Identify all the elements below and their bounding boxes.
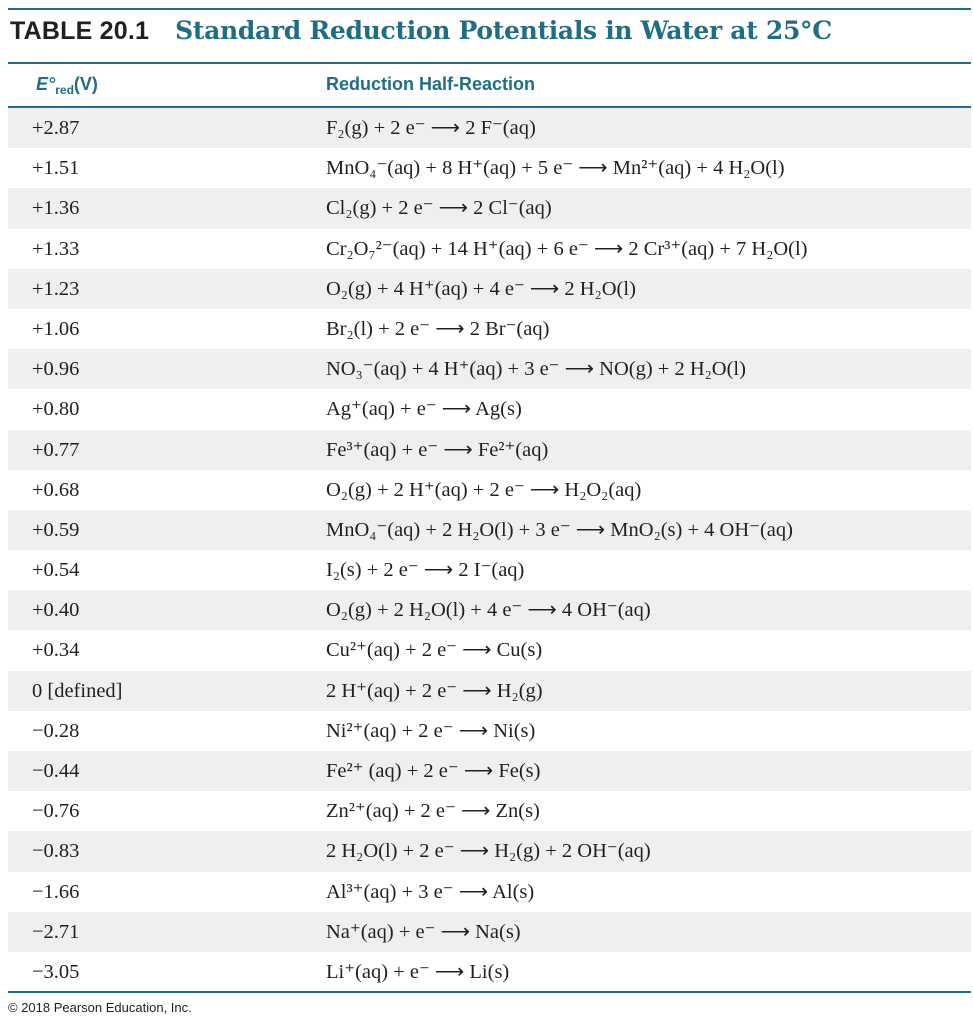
potential-value: +0.68 (32, 478, 80, 501)
half-reaction: O₂(g) + 2 H⁺(aq) + 2 e⁻ ⟶ H₂O₂(aq) (326, 478, 642, 501)
reaction-column-header: Reduction Half-Reaction (326, 74, 536, 94)
column-header-row (8, 66, 971, 106)
half-reaction: Al³⁺(aq) + 3 e⁻ ⟶ Al(s) (326, 880, 535, 903)
title-rule (8, 62, 971, 64)
table-row (8, 349, 971, 389)
half-reaction: NO₃⁻(aq) + 4 H⁺(aq) + 3 e⁻ ⟶ NO(g) + 2 H₂O(l) (326, 358, 746, 381)
table-row (8, 148, 971, 188)
table-row (8, 912, 971, 952)
table-title-row (10, 16, 832, 56)
potential-value: +1.23 (32, 277, 80, 300)
table-row (8, 389, 971, 429)
half-reaction: Cl₂(g) + 2 e⁻ ⟶ 2 Cl⁻(aq) (326, 197, 552, 220)
table-row (8, 711, 971, 751)
half-reaction: MnO₄⁻(aq) + 2 H₂O(l) + 3 e⁻ ⟶ MnO₂(s) + 4 OH⁻(aq) (326, 518, 793, 541)
potential-value: −1.66 (32, 880, 80, 903)
top-rule (8, 8, 971, 10)
potential-value: −2.71 (32, 920, 80, 943)
half-reaction: 2 H₂O(l) + 2 e⁻ ⟶ H₂(g) + 2 OH⁻(aq) (326, 840, 651, 863)
half-reaction: F₂(g) + 2 e⁻ ⟶ 2 F⁻(aq) (326, 117, 536, 139)
potential-value: +0.77 (32, 438, 80, 461)
table-title: Standard Reduction Potentials in Water at 25°C (175, 16, 832, 45)
bottom-rule (8, 991, 971, 993)
potential-value: −3.05 (32, 960, 80, 983)
half-reaction: Zn²⁺(aq) + 2 e⁻ ⟶ Zn(s) (326, 800, 540, 823)
table-row (8, 510, 971, 550)
table-row (8, 671, 971, 711)
potential-value: +0.80 (32, 398, 80, 421)
potential-value: +1.51 (32, 157, 80, 180)
table-number: TABLE 20.1 (10, 17, 150, 45)
table-row (8, 430, 971, 470)
potential-value: +0.59 (32, 518, 80, 541)
potential-symbol: E° (36, 74, 56, 94)
half-reaction: MnO₄⁻(aq) + 8 H⁺(aq) + 5 e⁻ ⟶ Mn²⁺(aq) + 4 H₂O(l) (326, 157, 785, 180)
potential-value: +0.34 (32, 639, 80, 662)
table-row (8, 470, 971, 510)
table-row (8, 590, 971, 630)
table-row (8, 269, 971, 309)
potential-value: −0.44 (32, 760, 80, 782)
half-reaction: I₂(s) + 2 e⁻ ⟶ 2 I⁻(aq) (326, 559, 525, 582)
potential-value: +1.33 (32, 237, 80, 260)
half-reaction: Fe³⁺(aq) + e⁻ ⟶ Fe²⁺(aq) (326, 438, 549, 461)
potential-value: +1.06 (32, 317, 80, 340)
table-body (8, 108, 971, 992)
half-reaction: Cu²⁺(aq) + 2 e⁻ ⟶ Cu(s) (326, 639, 543, 662)
potential-value: 0 [defined] (32, 679, 123, 702)
table-row (8, 952, 971, 992)
half-reaction: Ni²⁺(aq) + 2 e⁻ ⟶ Ni(s) (326, 719, 536, 742)
table-row (8, 630, 971, 670)
table-row (8, 188, 971, 228)
half-reaction: Br₂(l) + 2 e⁻ ⟶ 2 Br⁻(aq) (326, 317, 550, 340)
half-reaction: Fe²⁺ (aq) + 2 e⁻ ⟶ Fe(s) (326, 760, 541, 782)
half-reaction: 2 H⁺(aq) + 2 e⁻ ⟶ H₂(g) (326, 679, 543, 702)
potential-value: +2.87 (32, 117, 80, 139)
half-reaction: O₂(g) + 2 H₂O(l) + 4 e⁻ ⟶ 4 OH⁻(aq) (326, 599, 651, 622)
table-row (8, 550, 971, 590)
half-reaction: O₂(g) + 4 H⁺(aq) + 4 e⁻ ⟶ 2 H₂O(l) (326, 277, 636, 300)
potential-value: +1.36 (32, 197, 80, 220)
potential-column-header (36, 74, 98, 97)
table-row (8, 229, 971, 269)
table-row (8, 831, 971, 871)
copyright-notice: © 2018 Pearson Education, Inc. (8, 1000, 192, 1015)
potential-value: −0.83 (32, 840, 80, 863)
half-reaction: Na⁺(aq) + e⁻ ⟶ Na(s) (326, 920, 521, 943)
potential-value: +0.40 (32, 599, 80, 622)
table-row (8, 751, 971, 791)
table-row (8, 108, 971, 148)
table-row (8, 872, 971, 912)
potential-value: −0.76 (32, 800, 80, 823)
potential-value: −0.28 (32, 719, 80, 742)
table-row (8, 309, 971, 349)
half-reaction: Ag⁺(aq) + e⁻ ⟶ Ag(s) (326, 398, 522, 421)
potential-subscript: red (55, 83, 74, 97)
half-reaction: Li⁺(aq) + e⁻ ⟶ Li(s) (326, 960, 510, 983)
half-reaction: Cr₂O₇²⁻(aq) + 14 H⁺(aq) + 6 e⁻ ⟶ 2 Cr³⁺(aq) + 7 H₂O(l) (326, 237, 808, 260)
potential-value: +0.54 (32, 559, 80, 582)
table-row (8, 791, 971, 831)
potential-unit: (V) (73, 74, 98, 94)
potential-value: +0.96 (32, 358, 80, 381)
